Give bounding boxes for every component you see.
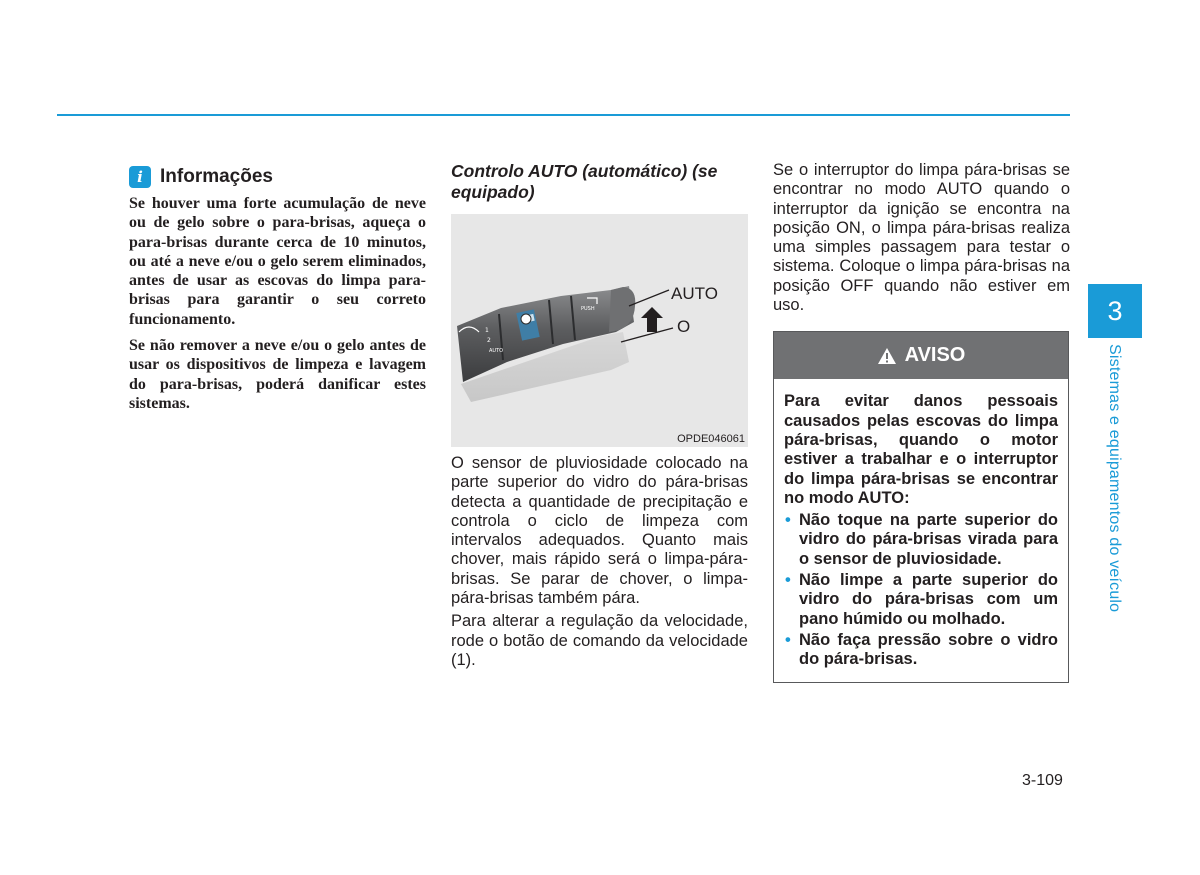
figure-code: OPDE046061 xyxy=(677,433,745,445)
section-title: Controlo AUTO (automático) (se equipado) xyxy=(451,161,718,202)
page-number: 3-109 xyxy=(1022,772,1063,789)
info-box xyxy=(129,166,426,420)
svg-text:PUSH: PUSH xyxy=(581,306,595,312)
section-paragraph-2: Para alterar a regulação da velocidade, rode o botão de comando da velocidade (1). xyxy=(451,612,748,669)
svg-text:AUTO: AUTO xyxy=(489,348,504,354)
warning-header xyxy=(774,332,1068,379)
figure-label-o: O xyxy=(677,317,691,336)
wiper-switch-figure xyxy=(451,214,748,447)
warning-item xyxy=(784,631,1058,670)
info-paragraph-1: Se houver uma forte acumulação de neve ou de gelo sobre o para-brisas, aqueça o para-brisas durante cerca de 10 minutos, ou até a neve e/ou o gelo serem eliminados, antes de usar as escovas do limpa para-brisas para garantir o seu correto funcionamento. xyxy=(129,195,426,328)
warning-triangle-icon xyxy=(877,347,897,365)
figure-label-auto: AUTO xyxy=(671,284,718,303)
bullet-icon: • xyxy=(785,571,791,590)
warning-item xyxy=(784,511,1058,569)
bullet-icon: • xyxy=(785,511,791,530)
svg-text:2: 2 xyxy=(487,337,491,344)
svg-text:1: 1 xyxy=(485,327,489,334)
info-title: Informações xyxy=(160,166,273,187)
warning-item xyxy=(784,571,1058,629)
warning-item-text: Não faça pressão sobre o vidro do pára-brisas. xyxy=(799,630,1058,669)
warning-item-text: Não toque na parte superior do vidro do pára-brisas virada para o sensor de pluviosidade. xyxy=(799,511,1058,568)
section-paragraph-1: O sensor de pluviosidade colocado na parte superior do vidro do pára-brisas detecta a quantidade de precipitação e controla o ciclo de limpeza com intervalos adequados. Quanto mais chover, mais rápido será o limpa-pára-brisas. Se parar de chover, o limpa-pára-brisas também pára. xyxy=(451,454,748,608)
warning-body xyxy=(774,379,1068,681)
warning-intro: Para evitar danos pessoais causados pelas escovas do limpa pára-brisas, quando o motor estiver a trabalhar e o interruptor do limpa pára-brisas se encontrar no modo AUTO: xyxy=(784,392,1058,507)
warning-item-text: Não limpe a parte superior do vidro do pára-brisas com um pano húmido ou molhado. xyxy=(799,571,1058,628)
chapter-tab: 3 xyxy=(1088,284,1142,338)
wiper-stalk-illustration xyxy=(451,214,748,447)
info-paragraph-2: Se não remover a neve e/ou o gelo antes de usar os dispositivos de limpeza e lavagem do para-brisas, poderá danificar estes sistemas. xyxy=(129,337,426,412)
auto-test-paragraph: Se o interruptor do limpa pára-brisas se encontrar no modo AUTO quando o interruptor da ignição se encontra na posição ON, o limpa pára-brisas realiza uma simples passagem para testar o sistema. Coloque o limpa pára-brisas na posição OFF quando não estiver em uso. xyxy=(773,161,1070,315)
info-header xyxy=(129,166,426,188)
header-rule xyxy=(57,114,1070,116)
warning-box xyxy=(773,331,1069,682)
warning-title: AVISO xyxy=(904,344,966,367)
bullet-icon: • xyxy=(785,630,791,649)
warning-list xyxy=(784,511,1058,669)
info-icon: i xyxy=(129,166,151,188)
auto-control-section xyxy=(451,161,748,670)
chapter-label: Sistemas e equipamentos do veículo xyxy=(1106,344,1123,613)
column-3 xyxy=(773,161,1070,683)
